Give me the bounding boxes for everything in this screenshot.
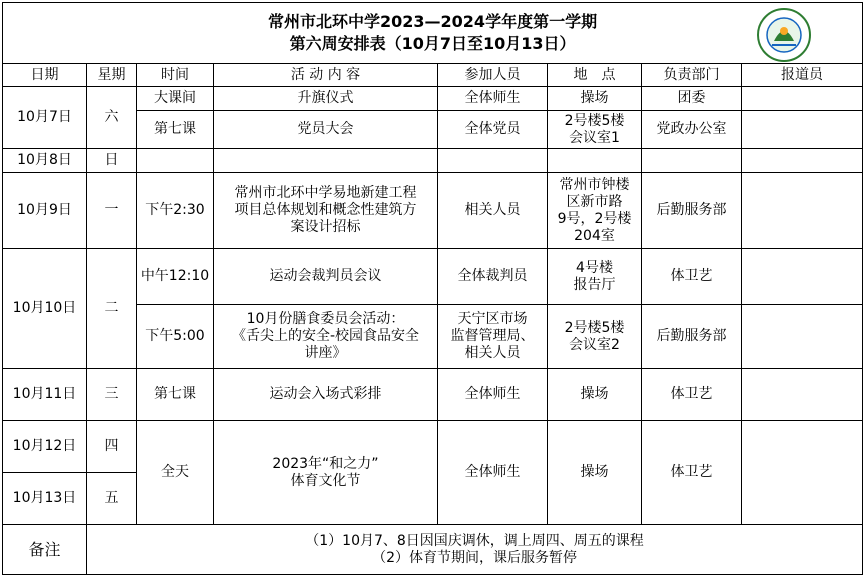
title-line-2: 第六周安排表（10月7日至10月13日） — [289, 34, 576, 53]
time-cell: 大课间 — [137, 87, 214, 111]
content-cell: 党员大会 — [214, 111, 438, 149]
content-line: 体育文化节 — [290, 472, 361, 489]
people-cell: 相关人员 — [438, 173, 548, 249]
dept-cell: 后勤服务部 — [642, 173, 742, 249]
reporter-cell — [742, 369, 863, 421]
header-location: 地 点 — [548, 64, 642, 87]
people-cell — [438, 305, 548, 369]
title-cell — [3, 3, 863, 64]
place-line: 常州市钟楼 — [559, 176, 630, 193]
reporter-cell — [742, 421, 863, 525]
people-line: 相关人员 — [464, 345, 521, 361]
reporter-cell — [742, 305, 863, 369]
reporter-cell — [742, 111, 863, 149]
content-cell: 运动会入场式彩排 — [214, 369, 438, 421]
dept-cell: 体卫艺 — [642, 421, 742, 525]
content-line: 《舌尖上的安全-校园食品安全 — [231, 328, 420, 344]
weekday-cell: 四 — [87, 421, 137, 473]
time-cell: 下午5:00 — [137, 305, 214, 369]
place-line: 区新市路 — [566, 193, 623, 210]
place-line: 报告厅 — [573, 276, 616, 293]
weekday-cell: 三 — [87, 369, 137, 421]
time-cell: 全天 — [137, 421, 214, 525]
dept-cell: 体卫艺 — [642, 249, 742, 305]
table-row — [3, 173, 863, 249]
notes-label: 备注 — [3, 525, 87, 575]
table-row — [3, 369, 863, 421]
place-cell — [548, 149, 642, 173]
place-line: 4号楼 — [576, 259, 613, 276]
content-cell: 升旗仪式 — [214, 87, 438, 111]
place-line: 2号楼5楼 — [564, 112, 625, 129]
school-logo-icon — [756, 7, 812, 63]
note-line-1: （1）10月7、8日因国庆调休，调上周四、周五的课程 — [305, 532, 644, 549]
place-line: 9号，2号楼 — [557, 210, 632, 227]
content-line: 案设计招标 — [290, 219, 361, 235]
time-cell: 第七课 — [137, 111, 214, 149]
reporter-cell — [742, 87, 863, 111]
place-line: 204室 — [574, 227, 615, 244]
weekday-cell: 二 — [87, 249, 137, 369]
header-row — [3, 64, 863, 87]
content-cell — [214, 173, 438, 249]
reporter-cell — [742, 173, 863, 249]
dept-cell: 党政办公室 — [642, 111, 742, 149]
people-cell — [438, 149, 548, 173]
header-participants: 参加人员 — [438, 64, 548, 87]
date-cell: 10月9日 — [3, 173, 87, 249]
date-cell: 10月7日 — [3, 87, 87, 149]
date-cell: 10月13日 — [3, 473, 87, 525]
place-cell: 操场 — [548, 369, 642, 421]
date-cell: 10月12日 — [3, 421, 87, 473]
content-line: 10月份膳食委员会活动： — [246, 311, 405, 327]
date-cell: 10月10日 — [3, 249, 87, 369]
place-line: 会议室1 — [569, 129, 620, 146]
content-line: 项目总体规划和概念性建筑方 — [234, 202, 417, 218]
content-line: 2023年“和之力” — [272, 455, 379, 472]
dept-cell — [642, 149, 742, 173]
weekday-cell: 六 — [87, 87, 137, 149]
date-cell: 10月11日 — [3, 369, 87, 421]
people-cell: 全体党员 — [438, 111, 548, 149]
notes-content — [87, 525, 863, 575]
place-cell — [548, 249, 642, 305]
schedule-table — [2, 2, 863, 575]
reporter-cell — [742, 249, 863, 305]
place-line: 2号楼5楼 — [564, 319, 625, 336]
header-content: 活 动 内 容 — [214, 64, 438, 87]
people-cell: 全体师生 — [438, 421, 548, 525]
weekday-cell: 一 — [87, 173, 137, 249]
content-cell — [214, 149, 438, 173]
people-line: 监督管理局、 — [450, 328, 535, 344]
people-cell: 全体师生 — [438, 87, 548, 111]
dept-cell: 体卫艺 — [642, 369, 742, 421]
header-date: 日期 — [3, 64, 87, 87]
header-time: 时间 — [137, 64, 214, 87]
table-row — [3, 249, 863, 305]
dept-cell: 后勤服务部 — [642, 305, 742, 369]
table-row — [3, 421, 863, 473]
content-cell: 运动会裁判员会议 — [214, 249, 438, 305]
title-row — [3, 3, 863, 64]
time-cell: 第七课 — [137, 369, 214, 421]
time-cell: 下午2:30 — [137, 173, 214, 249]
place-cell — [548, 111, 642, 149]
weekday-cell: 日 — [87, 149, 137, 173]
content-cell — [214, 305, 438, 369]
place-cell — [548, 305, 642, 369]
place-cell: 操场 — [548, 87, 642, 111]
people-line: 天宁区市场 — [457, 311, 528, 327]
header-department: 负责部门 — [642, 64, 742, 87]
place-cell — [548, 173, 642, 249]
table-row — [3, 87, 863, 111]
content-cell — [214, 421, 438, 525]
place-cell: 操场 — [548, 421, 642, 525]
place-line: 会议室2 — [569, 336, 620, 353]
people-cell: 全体裁判员 — [438, 249, 548, 305]
content-line: 常州市北环中学易地新建工程 — [234, 185, 417, 201]
people-cell: 全体师生 — [438, 369, 548, 421]
reporter-cell — [742, 149, 863, 173]
weekday-cell: 五 — [87, 473, 137, 525]
header-weekday: 星期 — [87, 64, 137, 87]
title-line-1: 常州市北环中学2023—2024学年度第一学期 — [268, 12, 598, 31]
time-cell: 中午12:10 — [137, 249, 214, 305]
note-line-2: （2）体育节期间，课后服务暂停 — [372, 549, 577, 566]
date-cell: 10月8日 — [3, 149, 87, 173]
header-reporter: 报道员 — [742, 64, 863, 87]
table-row — [3, 149, 863, 173]
content-line: 讲座》 — [304, 345, 347, 361]
notes-row — [3, 525, 863, 575]
time-cell — [137, 149, 214, 173]
dept-cell: 团委 — [642, 87, 742, 111]
